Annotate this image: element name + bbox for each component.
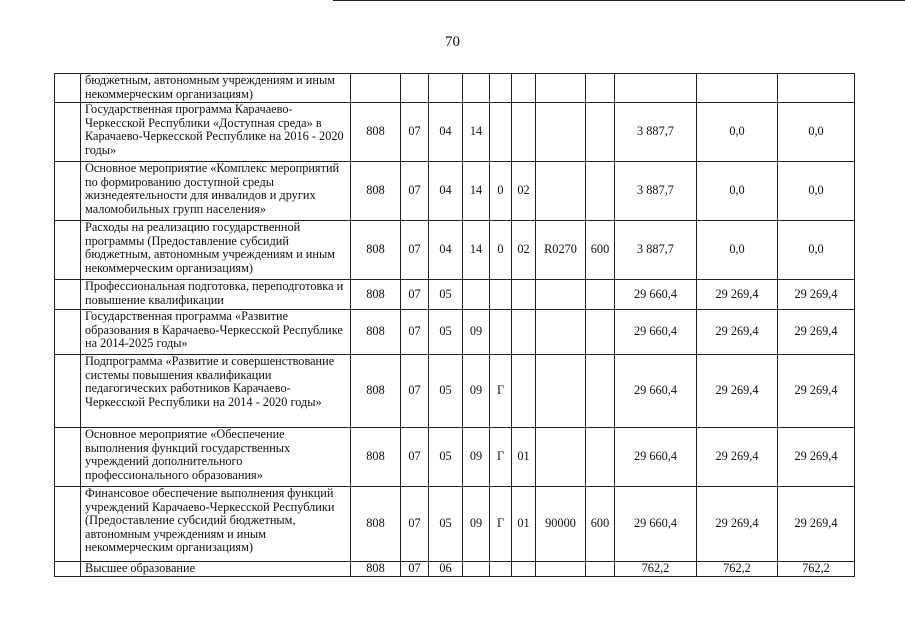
grbs-cell [351, 74, 401, 103]
subprogram-cell [490, 280, 512, 310]
razdel-cell: 07 [401, 221, 429, 280]
row-name: Высшее образование [81, 562, 351, 577]
row-name: Основное мероприятие «Обеспечение выполнения функций государственных учреждений дополнительного профессионального образования» [81, 428, 351, 487]
amount-year2-cell: 0,0 [697, 103, 778, 162]
amount-year3-cell: 0,0 [778, 221, 855, 280]
measure-cell: 02 [512, 221, 536, 280]
program-cell: 14 [463, 221, 490, 280]
amount-year1-cell: 762,2 [615, 562, 697, 577]
row-margin-cell [55, 162, 81, 221]
grbs-cell: 808 [351, 103, 401, 162]
amount-year2-cell: 29 269,4 [697, 280, 778, 310]
program-cell: 14 [463, 162, 490, 221]
podrazdel-cell: 04 [429, 103, 463, 162]
budget-table-body [55, 74, 855, 577]
table-row [55, 562, 855, 577]
expense-type-cell [586, 74, 615, 103]
razdel-cell: 07 [401, 310, 429, 355]
measure-cell [512, 103, 536, 162]
measure-cell [512, 280, 536, 310]
direction-cell [536, 310, 586, 355]
page-number: 70 [445, 34, 460, 50]
amount-year3-cell: 762,2 [778, 562, 855, 577]
direction-cell: 90000 [536, 487, 586, 562]
direction-cell [536, 74, 586, 103]
row-name: Государственная программа «Развитие образования в Карачаево-Черкесской Республике на 2014-2025 годы» [81, 310, 351, 355]
subprogram-cell: 0 [490, 162, 512, 221]
grbs-cell: 808 [351, 221, 401, 280]
razdel-cell: 07 [401, 162, 429, 221]
direction-cell: R0270 [536, 221, 586, 280]
measure-cell [512, 74, 536, 103]
measure-cell [512, 355, 536, 428]
subprogram-cell: 0 [490, 221, 512, 280]
measure-cell [512, 562, 536, 577]
amount-year2-cell: 29 269,4 [697, 355, 778, 428]
page-top-rule [333, 0, 905, 1]
row-margin-cell [55, 74, 81, 103]
amount-year3-cell: 29 269,4 [778, 355, 855, 428]
grbs-cell: 808 [351, 310, 401, 355]
razdel-cell: 07 [401, 103, 429, 162]
program-cell [463, 74, 490, 103]
subprogram-cell: Г [490, 487, 512, 562]
table-row [55, 162, 855, 221]
table-row [55, 487, 855, 562]
grbs-cell: 808 [351, 487, 401, 562]
row-margin-cell [55, 280, 81, 310]
amount-year3-cell: 29 269,4 [778, 310, 855, 355]
razdel-cell: 07 [401, 487, 429, 562]
grbs-cell: 808 [351, 280, 401, 310]
razdel-cell [401, 74, 429, 103]
program-cell: 14 [463, 103, 490, 162]
razdel-cell: 07 [401, 280, 429, 310]
program-cell [463, 562, 490, 577]
amount-year2-cell: 29 269,4 [697, 487, 778, 562]
measure-cell [512, 310, 536, 355]
row-margin-cell [55, 428, 81, 487]
expense-type-cell: 600 [586, 221, 615, 280]
direction-cell [536, 162, 586, 221]
expense-type-cell [586, 162, 615, 221]
podrazdel-cell: 04 [429, 162, 463, 221]
row-name: бюджетным, автономным учреждениям и иным некоммерческим организациям) [81, 74, 351, 103]
amount-year2-cell: 29 269,4 [697, 428, 778, 487]
expense-type-cell [586, 310, 615, 355]
expense-type-cell [586, 355, 615, 428]
table-row [55, 103, 855, 162]
row-margin-cell [55, 221, 81, 280]
amount-year3-cell: 29 269,4 [778, 428, 855, 487]
row-margin-cell [55, 487, 81, 562]
subprogram-cell [490, 74, 512, 103]
program-cell: 09 [463, 487, 490, 562]
expense-type-cell [586, 280, 615, 310]
amount-year2-cell: 762,2 [697, 562, 778, 577]
razdel-cell: 07 [401, 355, 429, 428]
podrazdel-cell: 05 [429, 355, 463, 428]
row-name: Основное мероприятие «Комплекс мероприятий по формированию доступной среды жизнедеятельности для инвалидов и других маломобильных групп населения» [81, 162, 351, 221]
amount-year3-cell [778, 74, 855, 103]
expense-type-cell [586, 562, 615, 577]
amount-year2-cell [697, 74, 778, 103]
direction-cell [536, 562, 586, 577]
amount-year1-cell: 3 887,7 [615, 162, 697, 221]
podrazdel-cell: 05 [429, 428, 463, 487]
subprogram-cell: Г [490, 428, 512, 487]
amount-year1-cell: 29 660,4 [615, 428, 697, 487]
amount-year3-cell: 29 269,4 [778, 280, 855, 310]
table-row [55, 428, 855, 487]
podrazdel-cell: 05 [429, 280, 463, 310]
measure-cell: 02 [512, 162, 536, 221]
table-row [55, 221, 855, 280]
table-row [55, 355, 855, 428]
podrazdel-cell [429, 74, 463, 103]
table-row [55, 74, 855, 103]
amount-year2-cell: 0,0 [697, 162, 778, 221]
amount-year2-cell: 29 269,4 [697, 310, 778, 355]
program-cell: 09 [463, 428, 490, 487]
expense-type-cell: 600 [586, 487, 615, 562]
table-row [55, 310, 855, 355]
program-cell: 09 [463, 310, 490, 355]
row-name: Государственная программа Карачаево-Черкесской Республики «Доступная среда» в Карачаево-Черкесской Республике на 2016 - 2020 годы» [81, 103, 351, 162]
grbs-cell: 808 [351, 162, 401, 221]
row-name: Финансовое обеспечение выполнения функций учреждений Карачаево-Черкесской Республики (Предоставление субсидий бюджетным, автономным учреждениям и иным некоммерческим организациям) [81, 487, 351, 562]
budget-table [54, 73, 855, 577]
amount-year1-cell: 29 660,4 [615, 355, 697, 428]
razdel-cell: 07 [401, 562, 429, 577]
direction-cell [536, 428, 586, 487]
podrazdel-cell: 06 [429, 562, 463, 577]
amount-year3-cell: 29 269,4 [778, 487, 855, 562]
subprogram-cell: Г [490, 355, 512, 428]
podrazdel-cell: 05 [429, 310, 463, 355]
measure-cell: 01 [512, 487, 536, 562]
podrazdel-cell: 05 [429, 487, 463, 562]
subprogram-cell [490, 310, 512, 355]
podrazdel-cell: 04 [429, 221, 463, 280]
grbs-cell: 808 [351, 355, 401, 428]
amount-year1-cell: 29 660,4 [615, 310, 697, 355]
expense-type-cell [586, 103, 615, 162]
row-margin-cell [55, 310, 81, 355]
row-margin-cell [55, 562, 81, 577]
direction-cell [536, 280, 586, 310]
program-cell: 09 [463, 355, 490, 428]
amount-year2-cell: 0,0 [697, 221, 778, 280]
subprogram-cell [490, 103, 512, 162]
row-margin-cell [55, 103, 81, 162]
amount-year3-cell: 0,0 [778, 162, 855, 221]
row-name: Профессиональная подготовка, переподготовка и повышение квалификации [81, 280, 351, 310]
direction-cell [536, 355, 586, 428]
amount-year1-cell: 3 887,7 [615, 103, 697, 162]
row-name: Расходы на реализацию государственной программы (Предоставление субсидий бюджетным, автономным учреждениям и иным некоммерческим организациям) [81, 221, 351, 280]
subprogram-cell [490, 562, 512, 577]
row-margin-cell [55, 355, 81, 428]
measure-cell: 01 [512, 428, 536, 487]
expense-type-cell [586, 428, 615, 487]
grbs-cell: 808 [351, 428, 401, 487]
amount-year1-cell: 3 887,7 [615, 221, 697, 280]
table-row [55, 280, 855, 310]
razdel-cell: 07 [401, 428, 429, 487]
amount-year1-cell [615, 74, 697, 103]
amount-year3-cell: 0,0 [778, 103, 855, 162]
amount-year1-cell: 29 660,4 [615, 280, 697, 310]
program-cell [463, 280, 490, 310]
amount-year1-cell: 29 660,4 [615, 487, 697, 562]
row-name: Подпрограмма «Развитие и совершенствование системы повышения квалификации педагогических работников Карачаево-Черкесской Республики на 2014 - 2020 годы» [81, 355, 351, 428]
grbs-cell: 808 [351, 562, 401, 577]
direction-cell [536, 103, 586, 162]
